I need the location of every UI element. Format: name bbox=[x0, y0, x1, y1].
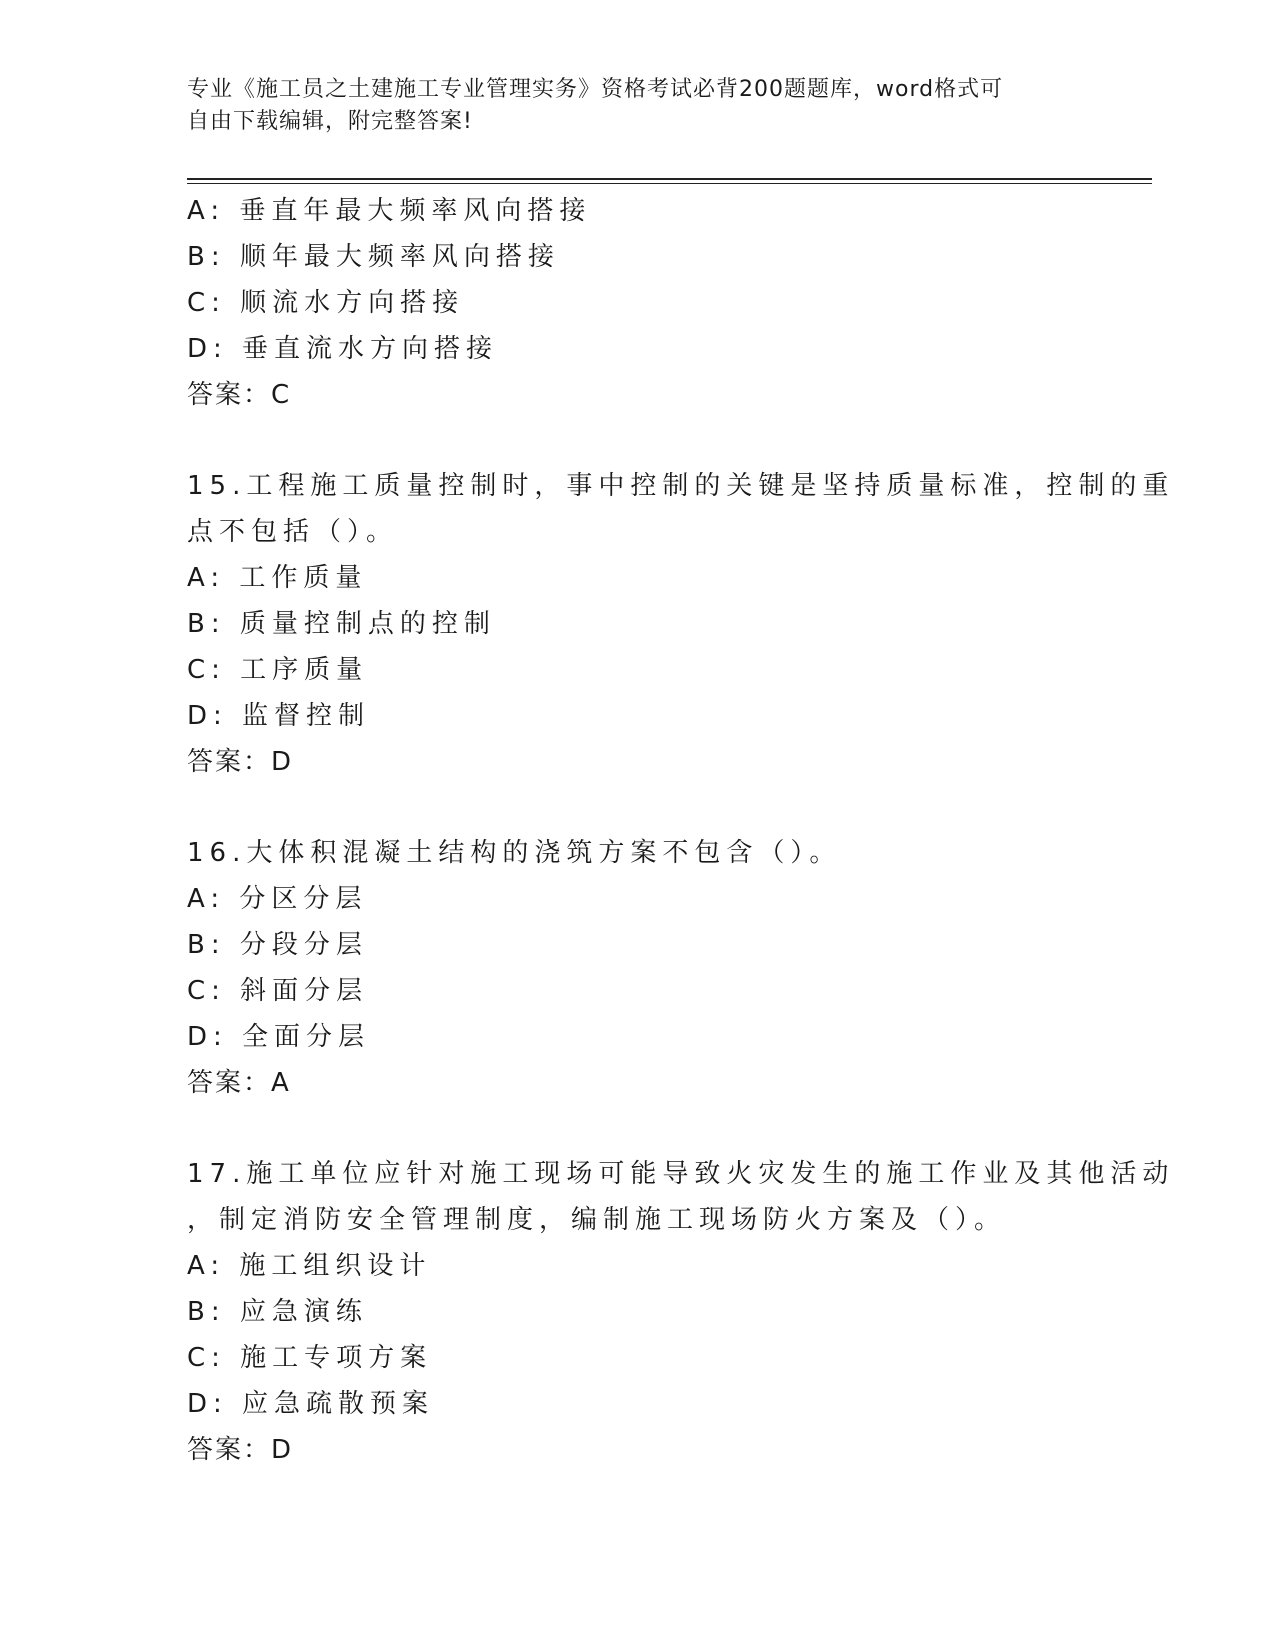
option-a: A: 工作质量 bbox=[187, 563, 368, 593]
question-text-line-1: 17.施工单位应针对施工现场可能导致火灾发生的施工作业及其他活动 bbox=[187, 1159, 1175, 1189]
option-b: B: 应急演练 bbox=[187, 1297, 368, 1327]
option-b: B: 顺年最大频率风向搭接 bbox=[187, 242, 560, 272]
header-line-2: 自由下载编辑，附完整答案! bbox=[187, 109, 473, 134]
option-a: A: 分区分层 bbox=[187, 884, 368, 914]
header-line-1: 专业《施工员之土建施工专业管理实务》资格考试必背200题题库，word格式可 bbox=[187, 77, 1004, 102]
option-c: C: 斜面分层 bbox=[187, 976, 369, 1006]
answer-value: A bbox=[271, 1068, 289, 1098]
question-16 bbox=[187, 830, 1087, 1106]
option-c: C: 施工专项方案 bbox=[187, 1343, 433, 1373]
header-divider-thick bbox=[187, 178, 1152, 180]
answer-label: 答案： bbox=[187, 747, 272, 777]
question-14-continued bbox=[187, 188, 1087, 418]
answer-line bbox=[187, 1060, 1087, 1106]
answer-line bbox=[187, 372, 1087, 418]
option-b: B: 质量控制点的控制 bbox=[187, 609, 496, 639]
option-a: A: 施工组织设计 bbox=[187, 1251, 432, 1281]
question-text-line-2: 点不包括（）。 bbox=[187, 517, 399, 547]
option-d: D: 垂直流水方向搭接 bbox=[187, 334, 499, 364]
option-c: C: 工序质量 bbox=[187, 655, 369, 685]
answer-line bbox=[187, 739, 1087, 785]
answer-value: D bbox=[271, 747, 292, 777]
option-c: C: 顺流水方向搭接 bbox=[187, 288, 465, 318]
option-a: A: 垂直年最大频率风向搭接 bbox=[187, 196, 592, 226]
question-text-line-2: ，制定消防安全管理制度，编制施工现场防火方案及（）。 bbox=[187, 1205, 1007, 1235]
question-list bbox=[187, 188, 1175, 1473]
question-17 bbox=[187, 1151, 1175, 1473]
option-d: D: 应急疏散预案 bbox=[187, 1389, 435, 1419]
answer-value: C bbox=[271, 380, 290, 410]
spacer bbox=[187, 785, 1087, 830]
spacer bbox=[187, 418, 1087, 463]
question-text-line-1: 16.大体积混凝土结构的浇筑方案不包含（）。 bbox=[187, 838, 842, 868]
header-divider-thin bbox=[187, 183, 1152, 184]
question-15 bbox=[187, 463, 1175, 785]
answer-label: 答案： bbox=[187, 380, 272, 410]
option-b: B: 分段分层 bbox=[187, 930, 368, 960]
spacer bbox=[187, 1106, 1087, 1151]
option-d: D: 监督控制 bbox=[187, 701, 371, 731]
answer-label: 答案： bbox=[187, 1068, 272, 1098]
answer-line bbox=[187, 1427, 1087, 1473]
answer-label: 答案： bbox=[187, 1435, 272, 1465]
document-header bbox=[187, 74, 1087, 138]
option-d: D: 全面分层 bbox=[187, 1022, 371, 1052]
question-text-line-1: 15.工程施工质量控制时，事中控制的关键是坚持质量标准，控制的重 bbox=[187, 471, 1175, 501]
answer-value: D bbox=[271, 1435, 292, 1465]
